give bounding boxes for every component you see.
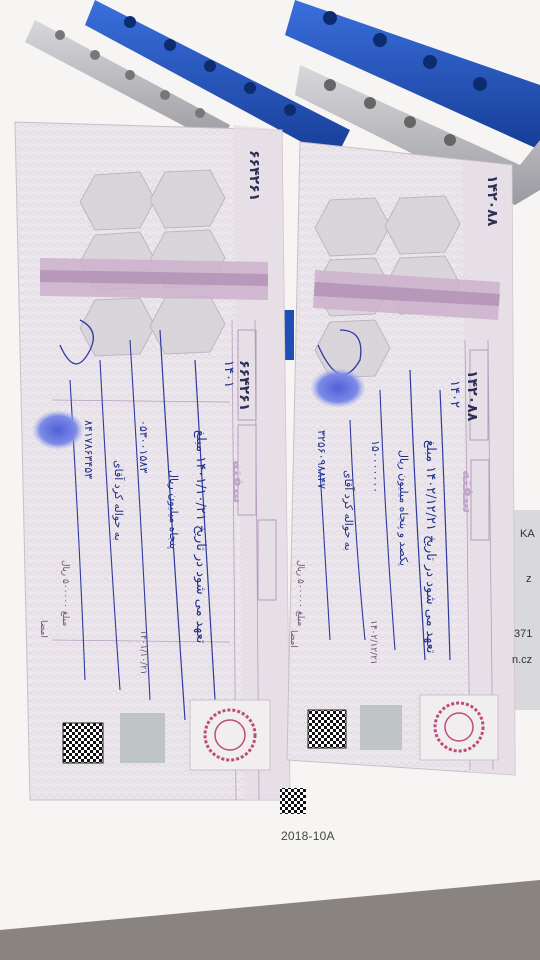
left-issue-date-full: ۱۴۰۱/۱۰/۲۱ [138, 630, 148, 675]
left-id-number: ۸۴۱۷۸۶۳۴۵۳ [82, 420, 95, 480]
promissory-note-left [15, 122, 290, 800]
left-signature-label: امضا [38, 620, 48, 638]
edge-fragment-3: 371 [514, 628, 533, 640]
right-account-number: ۱۵۰۰۰۰۰۰۰ [369, 440, 382, 494]
right-serial-mid: ۱۴۲۰۸۸ [464, 370, 480, 422]
qr-code-right [308, 710, 346, 748]
right-note-text: مبلغ ۵۰۰۰۰۰ ریال [295, 560, 305, 627]
right-issue-date: ۱۴۰۲ [447, 380, 462, 408]
left-serial-top: ۶۶۴۲۶۱ [246, 150, 262, 202]
paper-qr-code [280, 788, 306, 814]
right-signature-label: امضا [288, 630, 298, 648]
left-note-title: سفته [229, 460, 248, 504]
left-issue-date: ۱۴۰۱ [221, 360, 236, 388]
right-handwriting-2: به حواله کرد آقای [342, 470, 355, 551]
right-note-title: سفته [459, 470, 478, 514]
right-issue-date-full: ۱۴۰۲/۱۲/۲۱ [368, 620, 378, 665]
fingerprint-right [310, 368, 366, 408]
left-amount-words: پنجاه میلیون ریال [167, 470, 180, 550]
right-id-number: ۳۲۵۶۰۹۸۸۴۷ [315, 430, 328, 490]
right-serial-top: ۱۴۲۰۸۸ [484, 175, 500, 227]
right-handwriting-1: تعهد می شود در تاریخ ۱۴۰۲/۱۲/۲۱ مبلغ [423, 440, 438, 654]
left-note-text: مبلغ ۵۰۰۰۰۰ ریال [60, 560, 70, 627]
edge-fragment-2: z [526, 573, 532, 585]
left-serial-mid: ۶۶۴۲۶۱ [236, 360, 252, 412]
paper-label-code: 2018-10A [281, 829, 335, 843]
edge-fragment-1: KA [520, 528, 535, 540]
left-handwriting-2: به حواله کرد آقای [112, 460, 125, 541]
fingerprint-left [32, 410, 84, 450]
qr-code-left [63, 723, 103, 763]
left-account-number: ۰۵۳۰۰۱۵۸۳ [137, 420, 150, 474]
edge-fragment-4: n.cz [512, 654, 533, 666]
right-amount-words: یکصد و پنجاه میلیون ریال [397, 450, 410, 566]
left-handwriting-1: تعهد می شود در تاریخ ۱۴۰۱/۱۰/۲۱ مبلغ [193, 430, 208, 644]
